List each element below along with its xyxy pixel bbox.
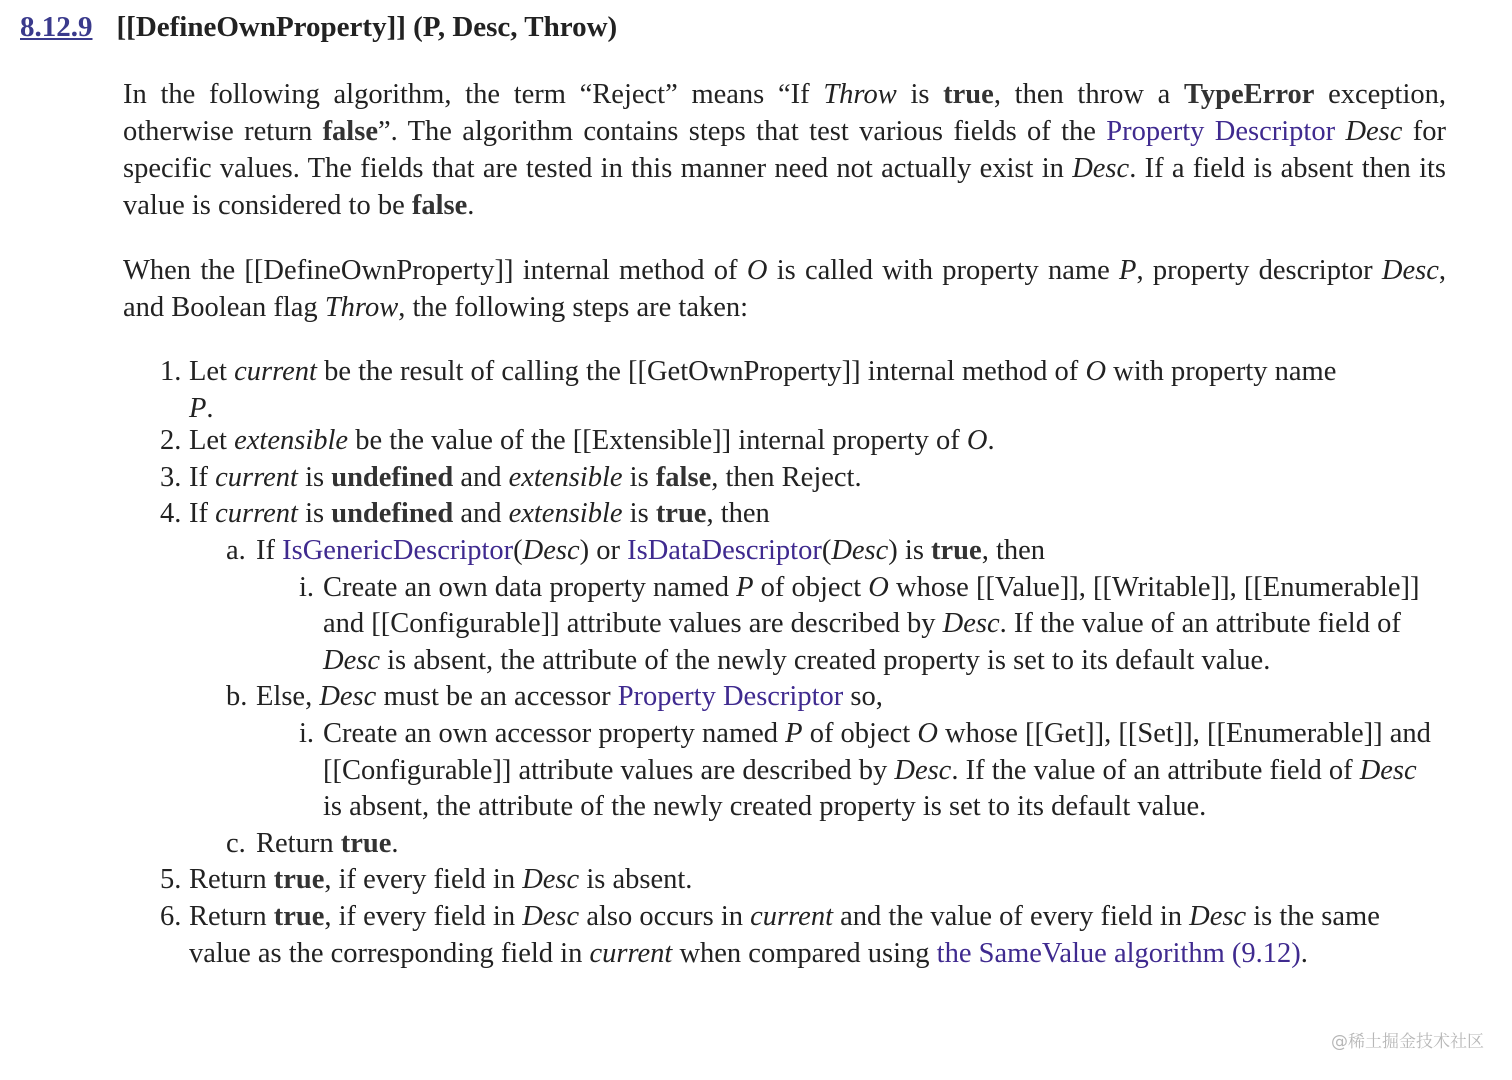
step-letter: c.: [226, 827, 246, 859]
keyword-typeerror: TypeError: [1184, 79, 1315, 110]
var-current: current: [215, 498, 298, 530]
text: , then throw a: [993, 79, 1185, 110]
keyword-true: true: [273, 864, 325, 896]
text: whose [[Value]], [[Writable]], [[Enumerable]] and [[Configurable]] attribute values are described by: [323, 571, 1420, 640]
text: so,: [843, 681, 883, 713]
text: be the result of calling the [[GetOwnProperty]] internal method of: [316, 356, 1086, 387]
substeps: [301, 716, 1460, 826]
var-p: P: [1119, 255, 1137, 286]
text: and: [453, 461, 509, 493]
text: is: [622, 498, 656, 530]
var-desc: Desc: [942, 608, 1000, 640]
var-desc: Desc: [522, 864, 580, 896]
text: (: [513, 534, 523, 566]
text: and the value of every field in: [833, 900, 1190, 932]
keyword-false: false: [655, 461, 712, 493]
text: is: [622, 461, 656, 493]
keyword-undefined: undefined: [331, 461, 454, 493]
var-o: O: [966, 425, 988, 457]
text: when compared using: [672, 937, 937, 969]
text: Else,: [256, 681, 320, 713]
section-heading: [20, 6, 617, 48]
text: Create an own accessor property named: [323, 717, 786, 749]
text: Return: [189, 900, 274, 932]
text: exception, otherwise return: [123, 79, 1446, 147]
text: is absent, the attribute of the newly created property is set to its default value.: [379, 644, 1271, 676]
var-o: O: [917, 717, 938, 749]
var-current: current: [750, 900, 833, 932]
keyword-true: true: [931, 534, 982, 566]
var-p: P: [785, 717, 803, 749]
text: Create an own data property named: [323, 571, 737, 603]
text: .: [206, 392, 214, 424]
var-o: O: [746, 255, 768, 286]
step-number: 3.: [160, 461, 182, 493]
text: of object: [753, 571, 869, 603]
step-4a-i: [301, 570, 1438, 680]
text: whose [[Get]], [[Set]], [[Enumerable]] and [[Configurable]] attribute values are described by: [323, 717, 1431, 786]
text: is the same value as the corresponding field in: [189, 900, 1380, 969]
step-1: [160, 354, 1460, 427]
algorithm-steps: [160, 354, 1460, 972]
step-number: 6.: [160, 900, 182, 932]
text: , if every field in: [324, 900, 523, 932]
step-number: 4.: [160, 498, 182, 530]
var-throw: Throw: [324, 292, 399, 323]
text: .: [1300, 937, 1308, 969]
section-title: [[DefineOwnProperty]] (P, Desc, Throw): [116, 11, 618, 43]
text: [1335, 116, 1345, 147]
step-6: [160, 899, 1389, 972]
var-current: current: [589, 937, 673, 969]
text: also occurs in: [579, 900, 751, 932]
step-4a: [226, 533, 1460, 679]
substeps: [301, 570, 1460, 680]
section-number-link[interactable]: 8.12.9: [20, 11, 93, 43]
intro-paragraph: [123, 76, 1446, 224]
is-generic-descriptor-link[interactable]: IsGenericDescriptor: [282, 534, 514, 566]
text: . If the value of an attribute field of: [951, 754, 1360, 786]
var-desc: Desc: [522, 534, 580, 566]
keyword-false: false: [411, 190, 468, 221]
text: with property name: [1106, 356, 1337, 387]
text: When the [[DefineOwnProperty]] internal method of: [123, 255, 747, 286]
text: , then: [981, 534, 1046, 566]
var-extensible: extensible: [234, 425, 349, 457]
var-desc: Desc: [1381, 255, 1439, 286]
var-current: current: [234, 356, 317, 387]
text: Let: [189, 356, 235, 387]
step-4: [160, 496, 1460, 862]
text: is: [297, 461, 332, 493]
step-5: [160, 862, 1460, 899]
var-p: P: [736, 571, 754, 603]
keyword-false: false: [322, 116, 378, 147]
text: is absent, the attribute of the newly created property is set to its default value.: [323, 791, 1207, 823]
text: ”. The algorithm contains steps that test various fields of the: [377, 116, 1107, 147]
text: If: [256, 534, 283, 566]
text: .: [391, 827, 399, 859]
step-number: 5.: [160, 864, 182, 896]
text: , the following steps are taken:: [398, 292, 749, 323]
text: , if every field in: [324, 864, 523, 896]
step-4c: [226, 826, 1460, 863]
keyword-undefined: undefined: [331, 498, 454, 530]
text: ) is: [888, 534, 932, 566]
text: If: [189, 498, 216, 530]
text: .: [467, 190, 475, 221]
var-desc: Desc: [1189, 900, 1247, 932]
text: is absent.: [579, 864, 693, 896]
step-number: 2.: [160, 425, 182, 457]
text: .: [987, 425, 995, 457]
keyword-true: true: [943, 79, 994, 110]
text: If: [189, 461, 216, 493]
text: is: [297, 498, 332, 530]
text: . If a field is absent then its value is considered to be: [123, 153, 1446, 221]
step-letter: b.: [226, 681, 248, 713]
text: and: [453, 498, 509, 530]
var-desc: Desc: [522, 900, 580, 932]
keyword-true: true: [340, 827, 392, 859]
var-desc: Desc: [831, 534, 889, 566]
property-descriptor-link[interactable]: Property Descriptor: [617, 681, 844, 713]
var-current: current: [215, 461, 298, 493]
step-letter: a.: [226, 534, 246, 566]
text: is called with property name: [767, 255, 1120, 286]
var-throw: Throw: [823, 79, 897, 110]
keyword-true: true: [655, 498, 707, 530]
text: must be an accessor: [376, 681, 618, 713]
text: ) or: [579, 534, 628, 566]
step-roman: i.: [299, 717, 315, 749]
is-data-descriptor-link[interactable]: IsDataDescriptor: [627, 534, 822, 566]
text: Return: [189, 864, 274, 896]
var-o: O: [868, 571, 889, 603]
var-extensible: extensible: [508, 498, 623, 530]
text: (: [821, 534, 832, 566]
step-2: [160, 423, 1460, 460]
text: for specific values. The fields that are tested in this manner need not actually exist in: [123, 116, 1447, 184]
text: , and Boolean flag: [123, 255, 1446, 323]
var-desc: Desc: [1072, 153, 1130, 184]
var-desc: Desc: [319, 681, 377, 713]
var-desc: Desc: [323, 644, 380, 676]
step-4b-i: [301, 716, 1438, 826]
text: Let: [189, 425, 235, 457]
text: , property descriptor: [1136, 255, 1382, 286]
step-3: [160, 460, 1460, 497]
watermark: @稀土掘金技术社区: [1331, 1032, 1484, 1052]
text: . If the value of an attribute field of: [999, 608, 1401, 640]
text: , then: [706, 498, 770, 530]
var-desc: Desc: [1345, 116, 1403, 147]
var-desc: Desc: [1359, 754, 1417, 786]
step-roman: i.: [299, 571, 315, 603]
samevalue-algorithm-link[interactable]: the SameValue algorithm (9.12): [936, 937, 1301, 969]
when-paragraph: [123, 252, 1446, 326]
text: is: [896, 79, 944, 110]
keyword-true: true: [273, 900, 325, 932]
var-o: O: [1085, 356, 1107, 387]
text: Return: [256, 827, 341, 859]
text: , then Reject.: [711, 461, 862, 493]
step-number: 1.: [160, 356, 182, 387]
substeps: [226, 533, 1460, 862]
property-descriptor-link[interactable]: Property Descriptor: [1106, 116, 1336, 147]
var-extensible: extensible: [508, 461, 623, 493]
text: In the following algorithm, the term “Reject” means “If: [123, 79, 824, 110]
step-4b: [226, 679, 1460, 825]
text: be the value of the [[Extensible]] internal property of: [348, 425, 967, 457]
var-desc: Desc: [894, 754, 952, 786]
var-p: P: [189, 392, 207, 424]
text: of object: [802, 717, 918, 749]
